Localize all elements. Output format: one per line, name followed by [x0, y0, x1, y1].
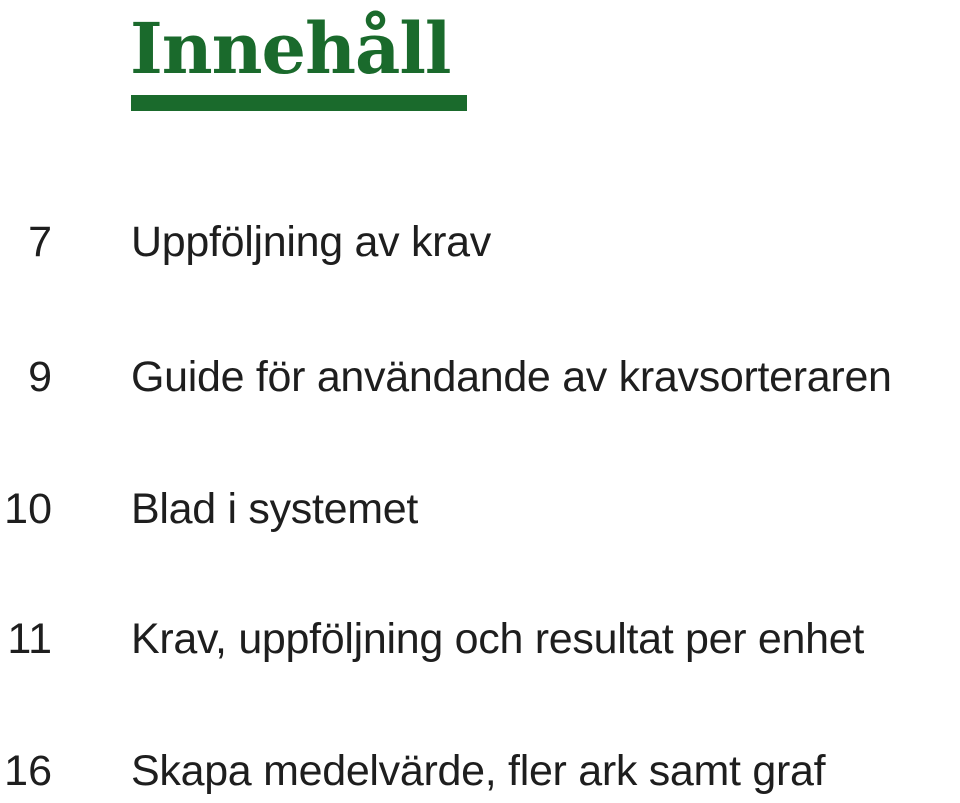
toc-entry-title: Blad i systemet	[131, 485, 419, 533]
toc-entry[interactable]	[0, 212, 960, 272]
toc-entry-title: Skapa medelvärde, fler ark samt graf	[131, 747, 826, 795]
toc-entry[interactable]	[0, 347, 960, 407]
toc-page-number: 16	[4, 747, 52, 795]
page-title: Innehåll	[130, 7, 451, 90]
toc-page-number: 9	[28, 353, 52, 401]
toc-page-number: 11	[7, 615, 52, 663]
toc-entry-title: Uppföljning av krav	[131, 218, 491, 266]
toc-entry-title: Guide för användande av kravsorteraren	[131, 353, 892, 401]
toc-entry[interactable]	[0, 479, 960, 539]
toc-entry[interactable]	[0, 609, 960, 669]
toc-entry[interactable]	[0, 741, 960, 801]
toc-page-number: 7	[28, 218, 52, 266]
toc-page-number: 10	[4, 485, 52, 533]
toc-entry-title: Krav, uppföljning och resultat per enhet	[131, 615, 865, 663]
